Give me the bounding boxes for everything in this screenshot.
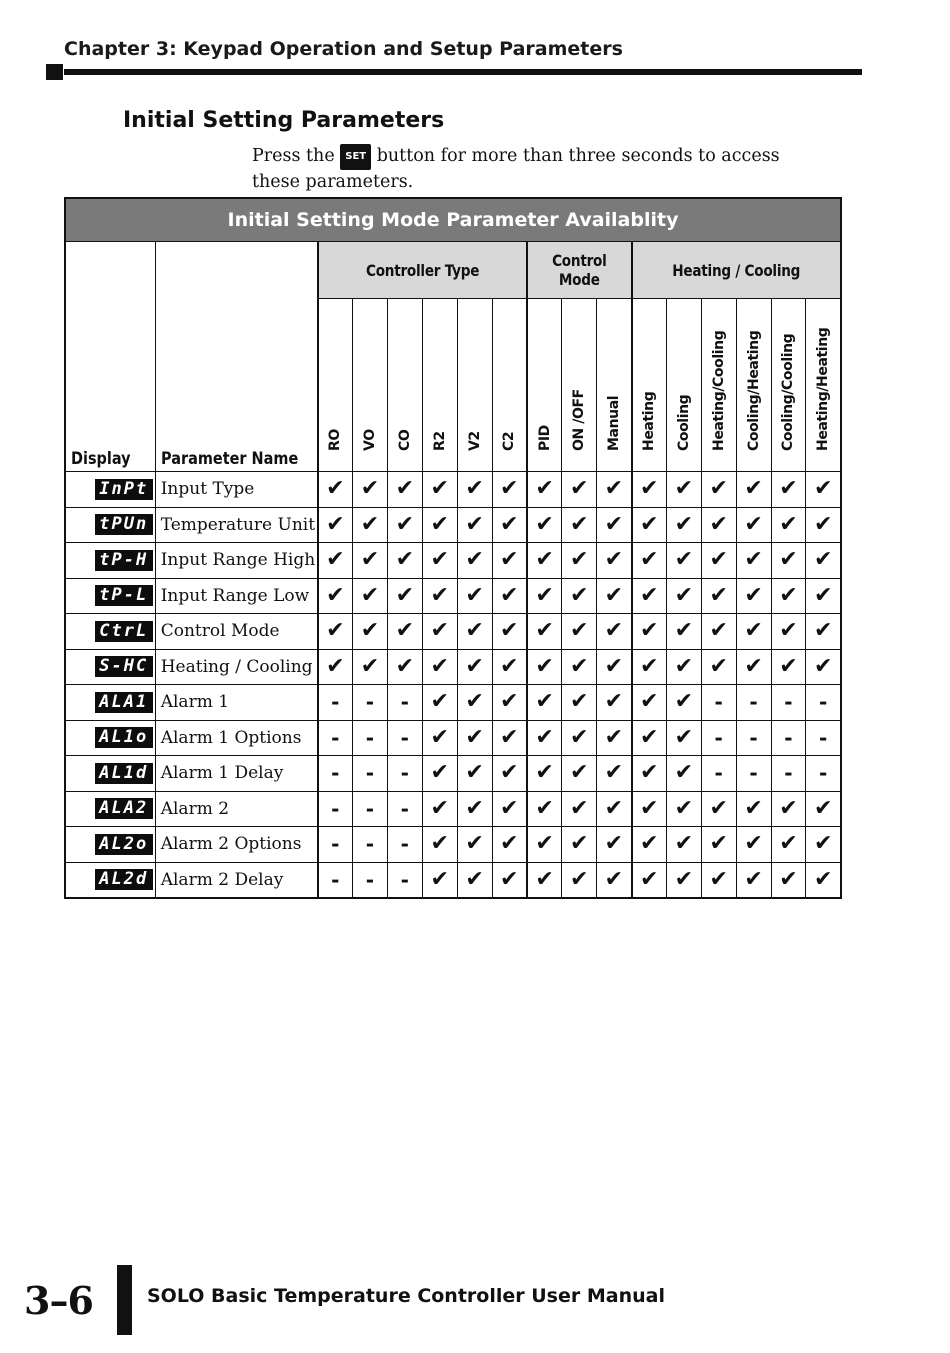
checkmark-icon: ✔ (666, 720, 701, 756)
display-column-header (65, 242, 155, 472)
checkmark-icon: ✔ (422, 578, 457, 614)
checkmark-icon: ✔ (492, 578, 527, 614)
checkmark-icon: ✔ (492, 791, 527, 827)
checkmark-icon: ✔ (422, 827, 457, 863)
lcd-display-code: AL1o (95, 727, 153, 748)
table-row (65, 685, 841, 721)
checkmark-icon: ✔ (353, 507, 388, 543)
checkmark-icon: ✔ (771, 472, 806, 508)
checkmark-icon: ✔ (597, 720, 632, 756)
display-cell (65, 756, 155, 792)
checkmark-icon: ✔ (492, 685, 527, 721)
dash-icon: - (771, 720, 806, 756)
checkmark-icon: ✔ (736, 543, 771, 579)
checkmark-icon: ✔ (736, 791, 771, 827)
checkmark-icon: ✔ (632, 507, 667, 543)
checkmark-icon: ✔ (562, 614, 597, 650)
intro-text-before: Press the (252, 146, 335, 166)
display-cell (65, 614, 155, 650)
lcd-display-code: AL2d (95, 869, 153, 890)
lcd-display-code: AL2o (95, 834, 153, 855)
checkmark-icon: ✔ (806, 543, 841, 579)
checkmark-icon: ✔ (701, 862, 736, 898)
checkmark-icon: ✔ (771, 827, 806, 863)
checkmark-icon: ✔ (318, 578, 353, 614)
dash-icon: - (353, 862, 388, 898)
display-cell (65, 720, 155, 756)
table-row (65, 543, 841, 579)
dash-icon: - (387, 720, 422, 756)
checkmark-icon: ✔ (632, 756, 667, 792)
checkmark-icon: ✔ (771, 543, 806, 579)
checkmark-icon: ✔ (527, 720, 562, 756)
checkmark-icon: ✔ (771, 507, 806, 543)
display-cell (65, 827, 155, 863)
checkmark-icon: ✔ (597, 827, 632, 863)
column-header (666, 299, 701, 472)
checkmark-icon: ✔ (736, 578, 771, 614)
column-header (353, 299, 388, 472)
column-header-label: C2 (501, 431, 518, 451)
parameter-name-cell: Control Mode (155, 614, 317, 650)
checkmark-icon: ✔ (527, 507, 562, 543)
checkmark-icon: ✔ (632, 543, 667, 579)
checkmark-icon: ✔ (422, 649, 457, 685)
column-header-label: VO (361, 429, 378, 451)
dash-icon: - (387, 827, 422, 863)
dash-icon: - (318, 791, 353, 827)
lcd-display-code: ALA1 (95, 692, 153, 713)
checkmark-icon: ✔ (666, 685, 701, 721)
checkmark-icon: ✔ (806, 827, 841, 863)
display-cell (65, 649, 155, 685)
dash-icon: - (771, 756, 806, 792)
dash-icon: - (387, 862, 422, 898)
table-row (65, 756, 841, 792)
parameter-name-cell: Alarm 1 (155, 685, 317, 721)
parameter-name-cell: Temperature Unit (155, 507, 317, 543)
checkmark-icon: ✔ (387, 543, 422, 579)
checkmark-icon: ✔ (632, 791, 667, 827)
checkmark-icon: ✔ (806, 614, 841, 650)
column-header (422, 299, 457, 472)
checkmark-icon: ✔ (457, 791, 492, 827)
checkmark-icon: ✔ (492, 649, 527, 685)
checkmark-icon: ✔ (632, 827, 667, 863)
checkmark-icon: ✔ (422, 756, 457, 792)
dash-icon: - (701, 685, 736, 721)
column-header (701, 299, 736, 472)
checkmark-icon: ✔ (632, 862, 667, 898)
checkmark-icon: ✔ (597, 756, 632, 792)
checkmark-icon: ✔ (666, 472, 701, 508)
parameter-name-cell: Input Range High (155, 543, 317, 579)
checkmark-icon: ✔ (457, 507, 492, 543)
checkmark-icon: ✔ (666, 578, 701, 614)
checkmark-icon: ✔ (387, 649, 422, 685)
checkmark-icon: ✔ (666, 649, 701, 685)
dash-icon: - (736, 756, 771, 792)
display-cell (65, 472, 155, 508)
checkmark-icon: ✔ (527, 614, 562, 650)
column-header (457, 299, 492, 472)
checkmark-icon: ✔ (736, 507, 771, 543)
dash-icon: - (806, 756, 841, 792)
checkmark-icon: ✔ (597, 507, 632, 543)
checkmark-icon: ✔ (562, 649, 597, 685)
checkmark-icon: ✔ (562, 543, 597, 579)
checkmark-icon: ✔ (422, 472, 457, 508)
checkmark-icon: ✔ (457, 649, 492, 685)
checkmark-icon: ✔ (527, 791, 562, 827)
checkmark-icon: ✔ (353, 472, 388, 508)
table-title: Initial Setting Mode Parameter Availablity (65, 198, 841, 242)
checkmark-icon: ✔ (457, 472, 492, 508)
parameter-name-column-header (155, 242, 317, 472)
checkmark-icon: ✔ (492, 756, 527, 792)
dash-icon: - (701, 720, 736, 756)
intro-paragraph (252, 144, 832, 194)
checkmark-icon: ✔ (701, 578, 736, 614)
checkmark-icon: ✔ (422, 614, 457, 650)
checkmark-icon: ✔ (562, 720, 597, 756)
checkmark-icon: ✔ (422, 543, 457, 579)
parameter-name-header-label: Parameter Name (160, 449, 298, 469)
checkmark-icon: ✔ (527, 685, 562, 721)
column-header-label: Heating/Heating (815, 327, 832, 451)
checkmark-icon: ✔ (666, 827, 701, 863)
column-header-label: R2 (431, 431, 448, 451)
checkmark-icon: ✔ (492, 614, 527, 650)
parameter-name-cell: Heating / Cooling (155, 649, 317, 685)
group-header-label: Controller Type (365, 260, 479, 280)
dash-icon: - (318, 756, 353, 792)
checkmark-icon: ✔ (492, 543, 527, 579)
checkmark-icon: ✔ (806, 578, 841, 614)
checkmark-icon: ✔ (666, 862, 701, 898)
display-cell (65, 578, 155, 614)
column-header-label: Cooling/Heating (745, 330, 762, 451)
table-row (65, 862, 841, 898)
checkmark-icon: ✔ (562, 685, 597, 721)
column-header (562, 299, 597, 472)
checkmark-icon: ✔ (387, 507, 422, 543)
checkmark-icon: ✔ (562, 756, 597, 792)
checkmark-icon: ✔ (771, 862, 806, 898)
dash-icon: - (736, 720, 771, 756)
column-header-label: Manual (605, 395, 622, 451)
checkmark-icon: ✔ (353, 578, 388, 614)
checkmark-icon: ✔ (736, 649, 771, 685)
checkmark-icon: ✔ (597, 862, 632, 898)
group-header (527, 242, 632, 299)
dash-icon: - (353, 756, 388, 792)
dash-icon: - (353, 791, 388, 827)
dash-icon: - (353, 827, 388, 863)
column-header (387, 299, 422, 472)
checkmark-icon: ✔ (632, 649, 667, 685)
lcd-display-code: AL1d (95, 763, 153, 784)
display-cell (65, 507, 155, 543)
chapter-rule-marker (46, 64, 63, 80)
table-row (65, 507, 841, 543)
checkmark-icon: ✔ (527, 862, 562, 898)
lcd-display-code: S-HC (95, 656, 153, 677)
column-header-label: Cooling/Cooling (780, 333, 797, 451)
checkmark-icon: ✔ (527, 827, 562, 863)
checkmark-icon: ✔ (632, 472, 667, 508)
footer-bar (117, 1265, 132, 1335)
footer-manual-title: SOLO Basic Temperature Controller User Manual (147, 1285, 665, 1307)
dash-icon: - (318, 827, 353, 863)
lcd-display-code: ALA2 (95, 798, 153, 819)
checkmark-icon: ✔ (387, 472, 422, 508)
checkmark-icon: ✔ (666, 756, 701, 792)
checkmark-icon: ✔ (492, 507, 527, 543)
checkmark-icon: ✔ (666, 507, 701, 543)
checkmark-icon: ✔ (666, 614, 701, 650)
checkmark-icon: ✔ (422, 685, 457, 721)
checkmark-icon: ✔ (457, 614, 492, 650)
dash-icon: - (771, 685, 806, 721)
checkmark-icon: ✔ (562, 827, 597, 863)
column-header (527, 299, 562, 472)
group-header-label: Heating / Cooling (672, 260, 801, 280)
checkmark-icon: ✔ (666, 791, 701, 827)
column-header (597, 299, 632, 472)
checkmark-icon: ✔ (701, 827, 736, 863)
checkmark-icon: ✔ (806, 507, 841, 543)
checkmark-icon: ✔ (492, 472, 527, 508)
table-row (65, 472, 841, 508)
checkmark-icon: ✔ (701, 472, 736, 508)
checkmark-icon: ✔ (457, 578, 492, 614)
table-row (65, 720, 841, 756)
column-header (806, 299, 841, 472)
checkmark-icon: ✔ (806, 649, 841, 685)
checkmark-icon: ✔ (527, 578, 562, 614)
checkmark-icon: ✔ (597, 685, 632, 721)
parameter-name-cell: Alarm 2 (155, 791, 317, 827)
checkmark-icon: ✔ (318, 614, 353, 650)
parameter-name-cell: Input Range Low (155, 578, 317, 614)
column-header-label: Heating/Cooling (710, 330, 727, 451)
display-cell (65, 862, 155, 898)
group-header (318, 242, 527, 299)
column-header (492, 299, 527, 472)
checkmark-icon: ✔ (736, 862, 771, 898)
parameter-name-cell: Alarm 2 Delay (155, 862, 317, 898)
checkmark-icon: ✔ (422, 507, 457, 543)
dash-icon: - (806, 720, 841, 756)
checkmark-icon: ✔ (736, 614, 771, 650)
checkmark-icon: ✔ (736, 827, 771, 863)
intro-text-after: button for more than three seconds to access these parameters. (252, 146, 780, 192)
group-header-label: Control Mode (551, 251, 607, 289)
checkmark-icon: ✔ (597, 649, 632, 685)
checkmark-icon: ✔ (353, 614, 388, 650)
checkmark-icon: ✔ (562, 578, 597, 614)
parameter-name-cell: Alarm 1 Delay (155, 756, 317, 792)
dash-icon: - (736, 685, 771, 721)
checkmark-icon: ✔ (701, 791, 736, 827)
checkmark-icon: ✔ (562, 507, 597, 543)
dash-icon: - (353, 720, 388, 756)
checkmark-icon: ✔ (457, 685, 492, 721)
table-row (65, 791, 841, 827)
column-header-label: PID (536, 425, 553, 451)
checkmark-icon: ✔ (736, 472, 771, 508)
checkmark-icon: ✔ (457, 543, 492, 579)
checkmark-icon: ✔ (771, 649, 806, 685)
column-header-label: V2 (466, 431, 483, 451)
checkmark-icon: ✔ (353, 649, 388, 685)
checkmark-icon: ✔ (632, 578, 667, 614)
display-cell (65, 791, 155, 827)
checkmark-icon: ✔ (457, 756, 492, 792)
column-header (736, 299, 771, 472)
checkmark-icon: ✔ (527, 756, 562, 792)
checkmark-icon: ✔ (387, 614, 422, 650)
dash-icon: - (806, 685, 841, 721)
lcd-display-code: tP-H (95, 550, 153, 571)
parameter-name-cell: Alarm 2 Options (155, 827, 317, 863)
column-header (318, 299, 353, 472)
chapter-title: Chapter 3: Keypad Operation and Setup Parameters (64, 38, 623, 60)
chapter-rule (64, 69, 862, 75)
checkmark-icon: ✔ (527, 472, 562, 508)
checkmark-icon: ✔ (597, 472, 632, 508)
display-cell (65, 685, 155, 721)
column-header-label: ON /OFF (571, 389, 588, 451)
checkmark-icon: ✔ (597, 791, 632, 827)
dash-icon: - (318, 720, 353, 756)
checkmark-icon: ✔ (562, 472, 597, 508)
column-header-label: Heating (641, 391, 658, 451)
checkmark-icon: ✔ (806, 791, 841, 827)
dash-icon: - (387, 685, 422, 721)
page-number: 3–6 (24, 1278, 93, 1323)
checkmark-icon: ✔ (457, 862, 492, 898)
column-header-label: Cooling (675, 394, 692, 451)
dash-icon: - (318, 862, 353, 898)
checkmark-icon: ✔ (597, 614, 632, 650)
checkmark-icon: ✔ (806, 862, 841, 898)
parameter-name-cell: Alarm 1 Options (155, 720, 317, 756)
checkmark-icon: ✔ (457, 827, 492, 863)
checkmark-icon: ✔ (318, 543, 353, 579)
dash-icon: - (353, 685, 388, 721)
checkmark-icon: ✔ (318, 472, 353, 508)
column-header-label: RO (327, 429, 344, 451)
table-row (65, 649, 841, 685)
parameter-name-cell: Input Type (155, 472, 317, 508)
dash-icon: - (701, 756, 736, 792)
checkmark-icon: ✔ (701, 649, 736, 685)
display-cell (65, 543, 155, 579)
checkmark-icon: ✔ (701, 614, 736, 650)
checkmark-icon: ✔ (457, 720, 492, 756)
checkmark-icon: ✔ (422, 791, 457, 827)
checkmark-icon: ✔ (806, 472, 841, 508)
column-header (771, 299, 806, 472)
table-row (65, 827, 841, 863)
checkmark-icon: ✔ (492, 720, 527, 756)
checkmark-icon: ✔ (597, 578, 632, 614)
checkmark-icon: ✔ (353, 543, 388, 579)
dash-icon: - (387, 756, 422, 792)
checkmark-icon: ✔ (562, 862, 597, 898)
checkmark-icon: ✔ (562, 791, 597, 827)
checkmark-icon: ✔ (318, 649, 353, 685)
checkmark-icon: ✔ (492, 862, 527, 898)
dash-icon: - (318, 685, 353, 721)
checkmark-icon: ✔ (492, 827, 527, 863)
checkmark-icon: ✔ (597, 543, 632, 579)
checkmark-icon: ✔ (527, 543, 562, 579)
checkmark-icon: ✔ (666, 543, 701, 579)
checkmark-icon: ✔ (632, 685, 667, 721)
table-row (65, 578, 841, 614)
lcd-display-code: tP-L (95, 585, 153, 606)
display-header-label: Display (71, 449, 131, 469)
checkmark-icon: ✔ (387, 578, 422, 614)
checkmark-icon: ✔ (632, 720, 667, 756)
checkmark-icon: ✔ (771, 791, 806, 827)
lcd-display-code: tPUn (95, 514, 153, 535)
lcd-display-code: CtrL (95, 621, 153, 642)
checkmark-icon: ✔ (527, 649, 562, 685)
column-header (632, 299, 667, 472)
set-key-icon: SET (340, 144, 371, 170)
group-header (632, 242, 842, 299)
lcd-display-code: InPt (95, 479, 153, 500)
table-row (65, 614, 841, 650)
checkmark-icon: ✔ (632, 614, 667, 650)
column-header-label: CO (396, 429, 413, 451)
checkmark-icon: ✔ (422, 720, 457, 756)
parameter-availability-table (64, 197, 842, 899)
checkmark-icon: ✔ (701, 543, 736, 579)
checkmark-icon: ✔ (701, 507, 736, 543)
checkmark-icon: ✔ (422, 862, 457, 898)
section-title: Initial Setting Parameters (123, 108, 445, 133)
checkmark-icon: ✔ (771, 578, 806, 614)
checkmark-icon: ✔ (771, 614, 806, 650)
dash-icon: - (387, 791, 422, 827)
checkmark-icon: ✔ (318, 507, 353, 543)
